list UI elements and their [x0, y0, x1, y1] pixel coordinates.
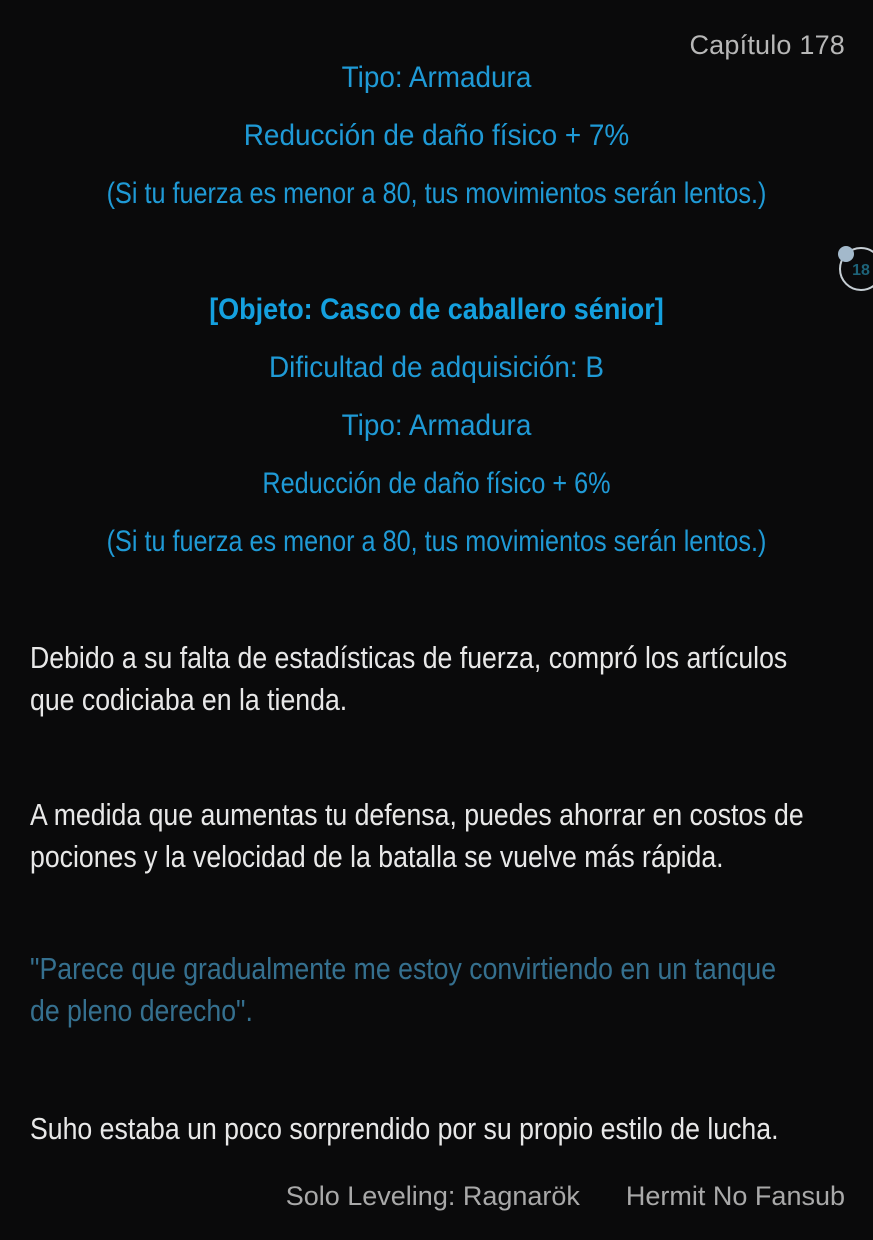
item-window-line: (Si tu fuerza es menor a 80, tus movimientos serán lentos.) [106, 525, 767, 558]
paragraph-line: pociones y la velocidad de la batalla se vuelve más rápida. [30, 839, 724, 874]
paragraph-line: Debido a su falta de estadísticas de fuerza, compró los artículos [30, 640, 788, 675]
paragraph [30, 637, 843, 721]
comment-dot-icon [838, 246, 854, 262]
paragraph [30, 1108, 843, 1150]
item-window [0, 49, 873, 571]
chapter-label: Capítulo 178 [689, 30, 845, 60]
item-window-line: [Objeto: Casco de caballero sénior] [209, 293, 664, 326]
item-window-line: Dificultad de adquisición: B [268, 351, 605, 384]
comment-count-badge[interactable] [838, 241, 873, 299]
paragraph-line: que codiciaba en la tienda. [30, 682, 348, 717]
fansub-credit: Hermit No Fansub [625, 1181, 845, 1211]
paragraph-line: Suho estaba un poco sorprendido por su propio estilo de lucha. [30, 1111, 779, 1146]
item-window-spacer [0, 223, 873, 281]
item-window-line: Reducción de daño físico + 6% [262, 467, 611, 500]
comment-count: 18 [852, 262, 870, 279]
paragraph [30, 948, 843, 1032]
comment-ring-icon [838, 241, 873, 299]
item-window-line: Reducción de daño físico + 7% [243, 119, 630, 152]
paragraph-line: "Parece que gradualmente me estoy convirtiendo en un tanque [30, 951, 777, 986]
paragraph-line: de pleno derecho". [30, 993, 253, 1028]
footer-credits [286, 1175, 845, 1217]
item-window-line: Tipo: Armadura [341, 409, 532, 442]
paragraph-line: A medida que aumentas tu defensa, puedes ahorrar en costos de [30, 797, 804, 832]
paragraph [30, 794, 843, 878]
item-window-line: Tipo: Armadura [341, 61, 532, 94]
item-window-line: (Si tu fuerza es menor a 80, tus movimientos serán lentos.) [106, 177, 767, 210]
series-title: Solo Leveling: Ragnarök [285, 1181, 580, 1211]
